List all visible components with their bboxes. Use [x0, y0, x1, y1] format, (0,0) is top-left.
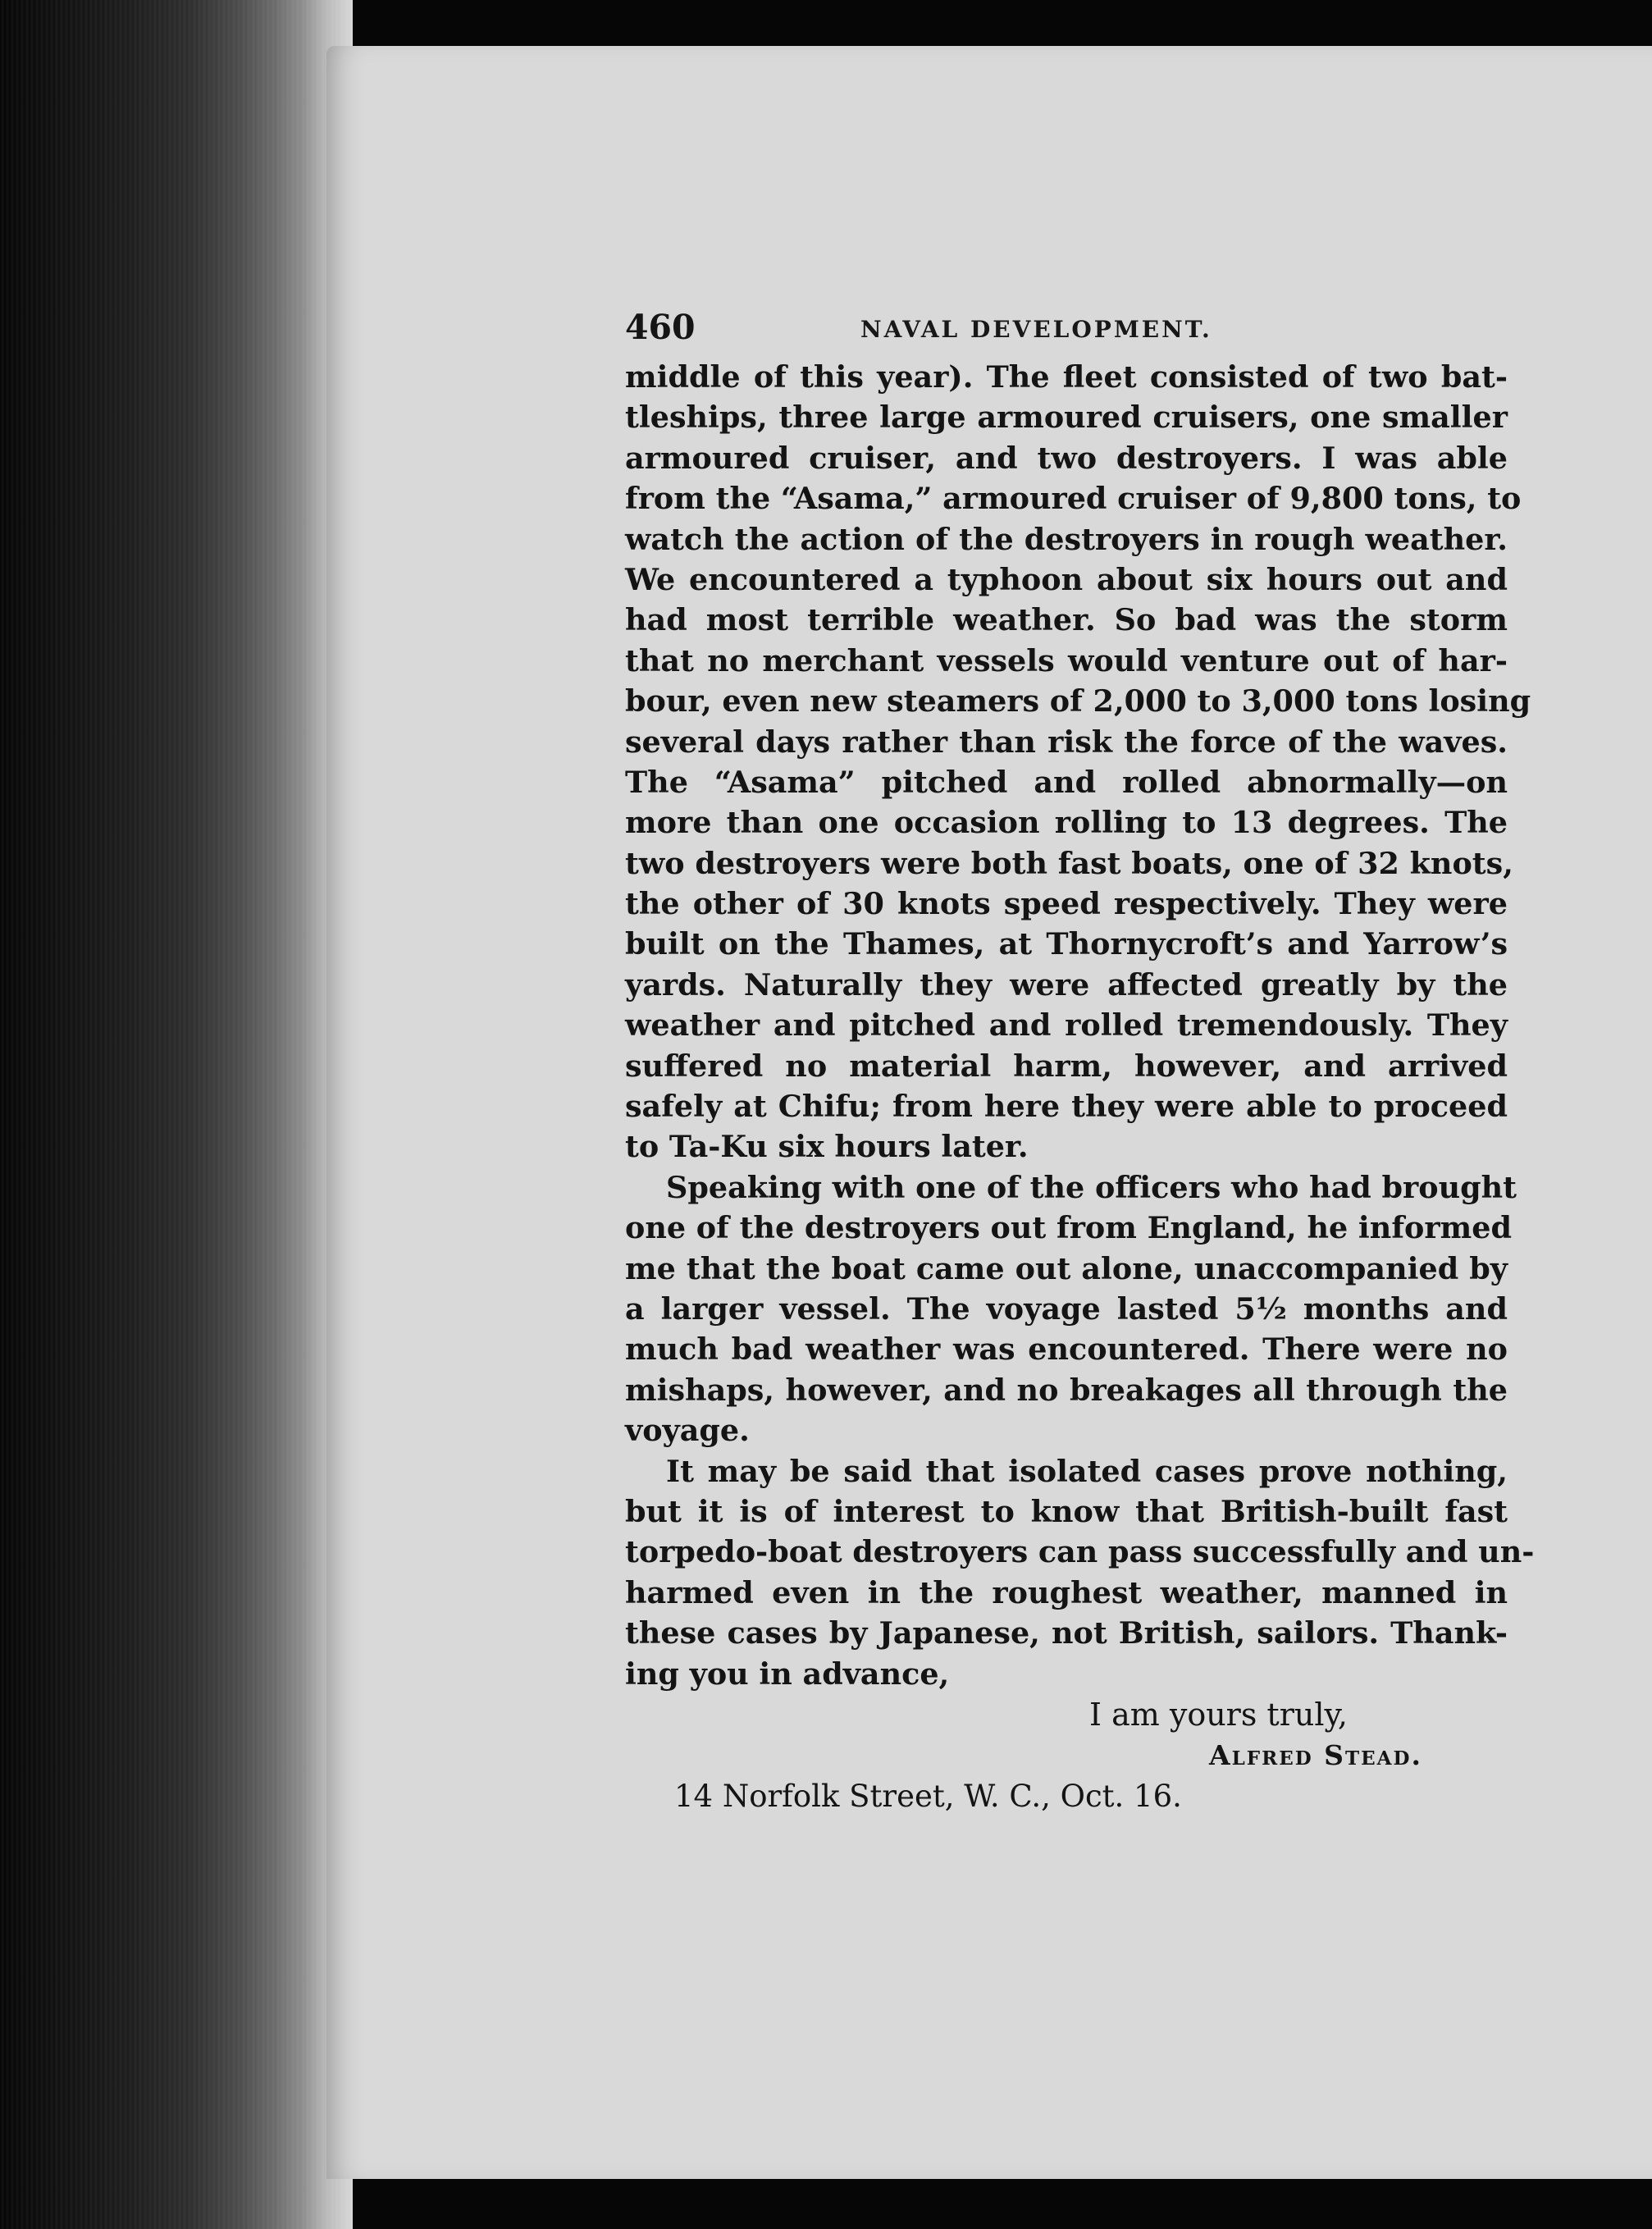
- text-line: The “Asama” pitched and rolled abnormally—on: [625, 764, 1508, 800]
- text-line: me that the boat came out alone, unaccompanied by: [625, 1250, 1508, 1286]
- closing-salutation: I am yours truly,: [1089, 1696, 1348, 1733]
- page-text-block: [625, 308, 1535, 1817]
- text-line: more than one occasion rolling to 13 degrees. The: [625, 805, 1508, 841]
- text-line: built on the Thames, at Thornycroft’s and Yarrow’s: [625, 926, 1508, 962]
- text-line: torpedo-boat destroyers can pass successfully and un-: [625, 1534, 1535, 1570]
- body-text: [625, 357, 1535, 1694]
- text-line: two destroyers were both fast boats, one of 32 knots,: [625, 845, 1513, 881]
- page-number: 460: [625, 308, 696, 347]
- text-line: these cases by Japanese, not British, sailors. Thank-: [625, 1615, 1508, 1651]
- paragraph: [625, 1451, 1535, 1694]
- text-line: that no merchant vessels would venture out of har-: [625, 642, 1508, 678]
- letter-closing: [625, 1694, 1508, 1817]
- signature-name: Alfred Stead.: [1209, 1738, 1422, 1771]
- text-line: suffered no material harm, however, and arrived: [625, 1048, 1508, 1084]
- text-line: voyage.: [625, 1413, 750, 1449]
- text-line: one of the destroyers out from England, he informed: [625, 1210, 1512, 1246]
- text-line: Speaking with one of the officers who had brought: [666, 1169, 1517, 1205]
- text-line: weather and pitched and rolled tremendously. They: [625, 1007, 1508, 1044]
- text-line: harmed even in the roughest weather, manned in: [625, 1574, 1508, 1610]
- running-head: [625, 308, 1508, 357]
- text-line: It may be said that isolated cases prove nothing,: [666, 1453, 1508, 1489]
- sender-address-date: 14 Norfolk Street, W. C., Oct. 16.: [674, 1778, 1182, 1814]
- text-line: watch the action of the destroyers in rough weather.: [625, 521, 1508, 557]
- text-line: several days rather than risk the force of the waves.: [625, 724, 1508, 760]
- page-heading: NAVAL DEVELOPMENT.: [860, 316, 1212, 343]
- text-line: tleships, three large armoured cruisers, one smaller: [625, 400, 1508, 436]
- text-line: the other of 30 knots speed respectively. They were: [625, 886, 1508, 922]
- text-line: from the “Asama,” armoured cruiser of 9,800 tons, to: [625, 481, 1522, 517]
- text-line: middle of this year). The fleet consisted of two bat-: [625, 359, 1508, 395]
- text-line: but it is of interest to know that British-built fast: [625, 1493, 1508, 1529]
- book-spine-edge: [0, 0, 353, 2229]
- text-line: armoured cruiser, and two destroyers. I was able: [625, 440, 1508, 476]
- text-line: bour, even new steamers of 2,000 to 3,000 tons losing: [625, 683, 1531, 719]
- text-line: to Ta-Ku six hours later.: [625, 1129, 1029, 1165]
- text-line: a larger vessel. The voyage lasted 5½ months and: [625, 1290, 1508, 1327]
- text-line: ing you in advance,: [625, 1656, 950, 1692]
- text-line: had most terrible weather. So bad was the storm: [625, 602, 1508, 638]
- text-line: mishaps, however, and no breakages all through the: [625, 1372, 1508, 1408]
- text-line: safely at Chifu; from here they were able to proceed: [625, 1089, 1508, 1125]
- text-line: much bad weather was encountered. There were no: [625, 1331, 1508, 1368]
- paragraph: [625, 1167, 1517, 1451]
- paragraph: [625, 357, 1531, 1167]
- text-line: We encountered a typhoon about six hours out and: [625, 561, 1508, 597]
- text-line: yards. Naturally they were affected greatly by the: [625, 966, 1508, 1003]
